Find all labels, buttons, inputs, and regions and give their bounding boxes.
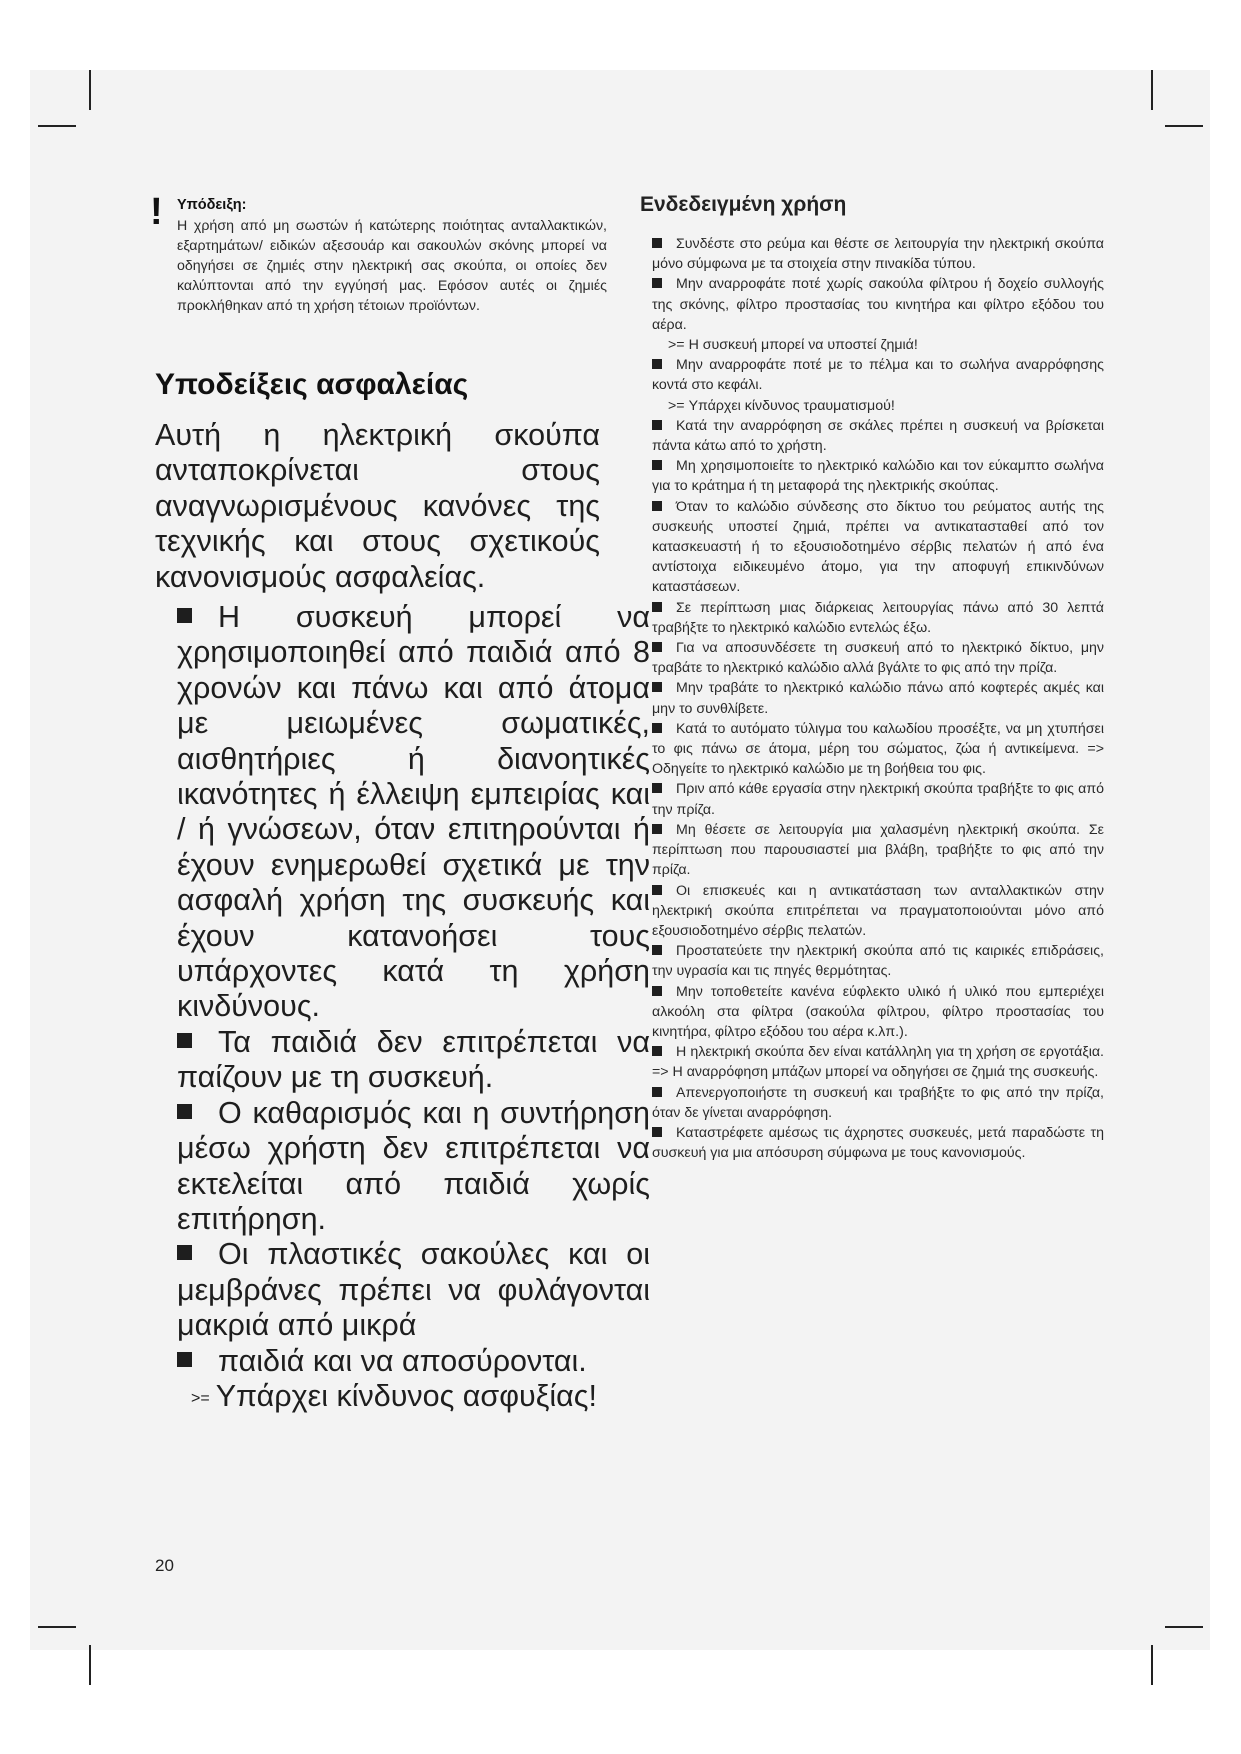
list-item-text: Μην τοποθετείτε κανένα εύφλεκτο υλικό ή υλικό που εμπεριέχει αλκοόλη στα φίλτρα (σακούλα φίλτρου, φίλτρο προστασίας του κινητήρα, φίλτρο εξόδου του αέρα κ.λπ.). (652, 983, 1104, 1040)
list-item-text: Η συσκευή μπορεί να υποστεί ζημιά! (688, 337, 918, 354)
bullet-square-icon (652, 420, 662, 430)
list-item (652, 982, 1104, 1043)
crop-mark (1165, 125, 1203, 127)
bullet-square-icon (652, 642, 662, 652)
list-item (652, 638, 1104, 678)
list-item-text: παιδιά και να αποσύρονται. (218, 1343, 587, 1378)
bullet-square-icon (652, 783, 662, 793)
list-item-text: Πριν από κάθε εργασία στην ηλεκτρική σκούπα τραβήξτε το φις από την πρίζα. (652, 781, 1104, 818)
bullet-square-icon (652, 460, 662, 470)
list-item-text: Μην αναρροφάτε ποτέ χωρίς σακούλα φίλτρου ή δοχείο συλλογής της σκόνης, φίλτρο προστασίας του κινητήρα και φίλτρο εξόδου του αέρα. (652, 276, 1104, 333)
list-item-text: Μην τραβάτε το ηλεκτρικό καλώδιο πάνω από κοφτερές ακμές και μην το συνθλίβετε. (652, 680, 1104, 717)
list-item (652, 1042, 1104, 1082)
note-title: Υπόδειξη: (177, 197, 247, 213)
bullet-square-icon (177, 608, 192, 623)
list-item (652, 820, 1104, 881)
warning-prefix: >= (191, 1389, 210, 1407)
list-item (155, 600, 650, 1025)
safety-section-title: Υποδείξεις ασφαλείας (155, 368, 469, 401)
list-item-text: Καταστρέφετε αμέσως τις άχρηστες συσκευές, μετά παραδώστε τη συσκευή για μια απόσυρση σύμφωνα με τους κανονισμούς. (652, 1124, 1104, 1162)
list-item (652, 719, 1104, 780)
list-item-text: Η συσκευή μπορεί να χρησιμοποιηθεί από παιδιά από 8 χρονών και πάνω και από άτομα με μειωμένες σωματικές, αισθητήριες ή διανοητικές ικανότητες ή έλλειψη εμπειρίας και / ή γνώσεων, όταν επιτηρούνται ή έχουν ενημερωθεί σχετικά με την ασφαλή χρήση της συσκευής και έχουν κατανοήσει τους υπάρχοντες κατά τη χρήση κινδύνους. (177, 600, 650, 1024)
bullet-square-icon (652, 501, 662, 511)
list-item-text: Τα παιδιά δεν επιτρέπεται να παίζουν με τη συσκευή. (177, 1024, 650, 1095)
warning-exclamation-icon: ! (150, 191, 163, 233)
crop-mark (1165, 1626, 1203, 1628)
safety-list (155, 600, 650, 1416)
bullet-square-icon (652, 278, 662, 288)
warning-line (652, 396, 1104, 416)
list-item (652, 881, 1104, 942)
list-item (155, 1344, 650, 1379)
list-item (155, 1025, 650, 1096)
list-item (652, 598, 1104, 638)
list-item (652, 678, 1104, 718)
bullet-square-icon (652, 824, 662, 834)
list-item (652, 274, 1104, 335)
warning-prefix: >= (668, 337, 685, 354)
bullet-square-icon (652, 1087, 662, 1097)
bullet-square-icon (652, 359, 662, 369)
list-item-text: Κατά την αναρρόφηση σε σκάλες πρέπει η συσκευή να βρίσκεται πάντα κάτω από το χρήστη. (652, 417, 1104, 455)
bullet-square-icon (652, 602, 662, 612)
list-item-text: Οι επισκευές και η αντικατάσταση των ανταλλακτικών στην ηλεκτρική σκούπα επιτρέπεται να πραγματοποιούνται μόνο από εξουσιοδοτημένο σέρβις πελατών. (652, 882, 1104, 939)
bullet-square-icon (177, 1033, 192, 1048)
warning-prefix: >= (668, 397, 685, 414)
note-body: Η χρήση από μη σωστών ή κατώτερης ποιότητας ανταλλακτικών, εξαρτημάτων/ ειδικών αξεσουάρ και σακουλών σκόνης μπορεί να οδηγήσει σε ζημιές στην ηλεκτρική σας σκούπα, οι οποίες δεν καλύπτονται από την εγγύησή μας. Εφόσον αυτές οι ζημιές προκλήθηκαν από τη χρήση τέτοιων προϊόντων. (177, 218, 607, 314)
bullet-square-icon (652, 945, 662, 955)
list-item (652, 941, 1104, 981)
crop-mark (1151, 1645, 1153, 1685)
list-item-text: Μη χρησιμοποιείτε το ηλεκτρικό καλώδιο και τον εύκαμπτο σωλήνα για το κράτημα ή τη μεταφορά της ηλεκτρικής σκούπας. (652, 458, 1104, 495)
bullet-square-icon (652, 682, 662, 692)
page-number: 20 (155, 1556, 174, 1575)
list-item-text: Κατά το αυτόματο τύλιγμα του καλωδίου προσέξτε, να μη χτυπήσει το φις πάνω σε άτομα, μέρη του σώματος, ζώα ή αντικείμενα. => Οδηγείτε το ηλεκτρικό καλώδιο με τη βοήθεια του φις. (652, 720, 1104, 778)
list-item-text: Μη θέσετε σε λειτουργία μια χαλασμένη ηλεκτρική σκούπα. Σε περίπτωση που παρουσιαστεί μια βλάβη, τραβήξτε το φις από την πρίζα. (652, 821, 1104, 879)
list-item (155, 1096, 650, 1238)
list-item-text: Απενεργοποιήστε τη συσκευή και τραβήξτε το φις από την πρίζα, όταν δε γίνεται αναρρόφηση. (652, 1084, 1104, 1121)
bullet-square-icon (177, 1352, 192, 1367)
list-item-text: Ο καθαρισμός και η συντήρηση μέσω χρήστη δεν επιτρέπεται να εκτελείται από παιδιά χωρίς επιτήρηση. (177, 1095, 650, 1236)
list-item-text: Μην αναρροφάτε ποτέ με το πέλμα και το σωλήνα αναρρόφησης κοντά στο κεφάλι. (652, 357, 1104, 394)
bullet-square-icon (177, 1245, 192, 1260)
intended-use-title: Ενδεδειγμένη χρήση (640, 193, 847, 216)
bullet-square-icon (177, 1104, 192, 1119)
list-item-text: Οι πλαστικές σακούλες και οι μεμβράνες πρέπει να φυλάγονται μακριά από μικρά (177, 1237, 650, 1343)
list-item-text: Σε περίπτωση μιας διάρκειας λειτουργίας πάνω από 30 λεπτά τραβήξτε το ηλεκτρικό καλώδιο εντελώς έξω. (652, 599, 1104, 636)
list-item (652, 355, 1104, 395)
list-item (652, 1083, 1104, 1123)
bullet-square-icon (652, 1127, 662, 1137)
list-item-text: Συνδέστε στο ρεύμα και θέστε σε λειτουργία την ηλεκτρική σκούπα μόνο σύμφωνα με τα στοιχεία στην πινακίδα τύπου. (652, 236, 1104, 273)
list-item (652, 779, 1104, 819)
bullet-square-icon (652, 1046, 662, 1056)
list-item (652, 456, 1104, 496)
bullet-square-icon (652, 986, 662, 996)
warning-line (652, 335, 1104, 355)
intended-use-list (652, 234, 1104, 1163)
crop-mark (38, 1626, 76, 1628)
warning-text: Υπάρχει κίνδυνος ασφυξίας! (215, 1378, 597, 1413)
bullet-square-icon (652, 238, 662, 248)
list-item-text: Η ηλεκτρική σκούπα δεν είναι κατάλληλη για τη χρήση σε εργοτάξια. => Η αναρρόφηση μπάζων μπορεί να οδηγήσει σε ζημιά της συσκευής. (652, 1044, 1104, 1081)
bullet-square-icon (652, 723, 662, 733)
list-item-text: Υπάρχει κίνδυνος τραυματισμού! (688, 397, 895, 414)
list-item-text: Για να αποσυνδέσετε τη συσκευή από το ηλεκτρικό δίκτυο, μην τραβάτε το ηλεκτρικό καλώδιο αλλά βγάλτε το φις από την πρίζα. (652, 640, 1104, 677)
list-item (652, 416, 1104, 456)
warning-line (155, 1379, 650, 1416)
crop-mark (38, 125, 76, 127)
list-item-text: Προστατεύετε την ηλεκτρική σκούπα από τις καιρικές επιδράσεις, την υγρασία και τις πηγές θερμότητας. (652, 943, 1104, 980)
list-item-text: Όταν το καλώδιο σύνδεσης στο δίκτυο του ρεύματος αυτής της συσκευής υποστεί ζημιά, πρέπει να αντικατασταθεί από τον κατασκευαστή ή το εξουσιοδοτημένο σέρβις πελατών ή από ένα αντίστοιχα ειδικευμένο άτομο, για την αποφυγή επικινδύνων καταστάσεων. (652, 498, 1104, 596)
bullet-square-icon (652, 885, 662, 895)
list-item (155, 1237, 650, 1343)
crop-mark (89, 70, 91, 110)
list-item (652, 234, 1104, 274)
crop-mark (89, 1645, 91, 1685)
safety-intro: Αυτή η ηλεκτρική σκούπα ανταποκρίνεται στους αναγνωρισμένους κανόνες της τεχνικής και στους σχετικούς κανονισμούς ασφαλείας. (155, 418, 600, 594)
list-item (652, 497, 1104, 598)
list-item (652, 1123, 1104, 1163)
crop-mark (1151, 70, 1153, 110)
